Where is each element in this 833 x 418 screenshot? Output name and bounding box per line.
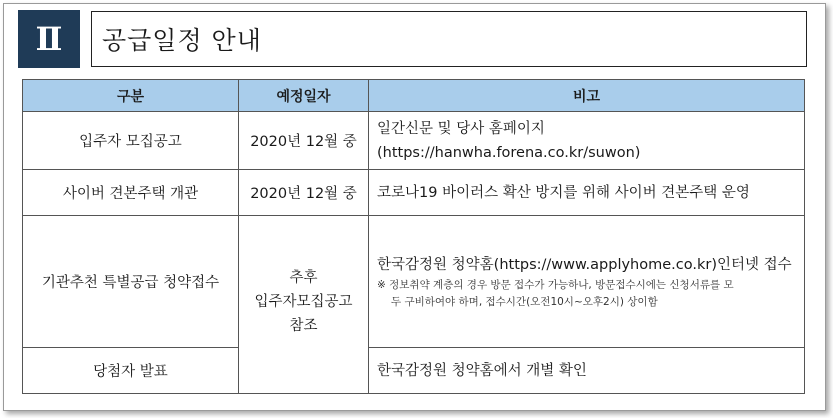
- table-row: [23, 216, 805, 348]
- row-note: [369, 216, 805, 348]
- section-title-text: 공급일정 안내: [102, 26, 262, 55]
- header-date: 예정일자: [239, 80, 369, 112]
- row-date-merged: [239, 216, 369, 394]
- note-link-text: (https://hanwha.forena.co.kr/suwon): [377, 144, 641, 161]
- header-note: 비고: [369, 80, 805, 112]
- table-row: [23, 112, 805, 170]
- note-line: 일간신문 및 당사 홈페이지: [377, 120, 545, 137]
- row-note: [369, 348, 805, 394]
- note-footnote-line-1: ※ 정보취약 계층의 경우 방문 접수가 가능하나, 방문접수시에는 신청서류를 모: [377, 278, 734, 291]
- row-category: 당첨자 발표: [23, 348, 239, 394]
- row-note: [369, 170, 805, 216]
- note-footnote-line-2: 두 구비하여야 하며, 접수시간(오전10시~오후2시) 상이함: [391, 295, 658, 308]
- note-footnote: [377, 277, 804, 311]
- note-line: 한국감정원 청약홈에서 개별 확인: [377, 362, 587, 379]
- header-category: 구분: [23, 80, 239, 112]
- row-note: [369, 112, 805, 170]
- note-line: 한국감정원 청약홈(https://www.applyhome.co.kr)인터넷 접수: [377, 256, 792, 273]
- note-line: 코로나19 바이러스 확산 방지를 위해 사이버 견본주택 운영: [377, 184, 750, 201]
- row-date: 2020년 12월 중: [239, 112, 369, 170]
- section-title: [91, 11, 807, 67]
- date-line: 참조: [289, 318, 318, 334]
- row-date: 2020년 12월 중: [239, 170, 369, 216]
- supply-schedule-table: [22, 79, 805, 394]
- section-number-badge: Ⅱ: [18, 10, 80, 68]
- row-category: 입주자 모집공고: [23, 112, 239, 170]
- table-row: [23, 170, 805, 216]
- row-category: 기관추천 특별공급 청약접수: [23, 216, 239, 348]
- table-header-row: [23, 80, 805, 112]
- row-category: 사이버 견본주택 개관: [23, 170, 239, 216]
- table-row: [23, 348, 805, 394]
- date-line: 입주자모집공고: [254, 294, 353, 310]
- date-line: 추후: [289, 270, 318, 286]
